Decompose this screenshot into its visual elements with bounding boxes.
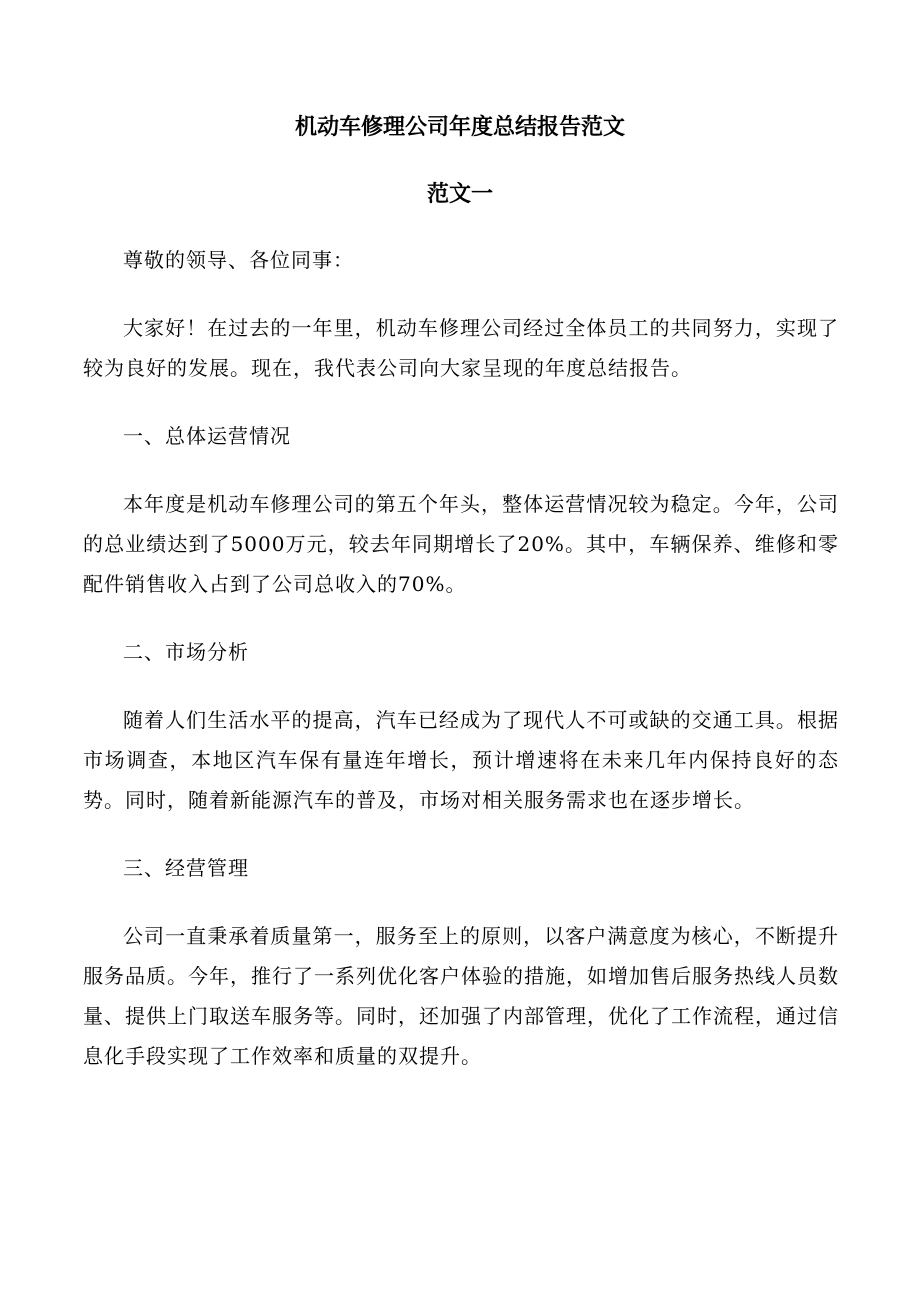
document-subtitle: 范文一	[426, 182, 493, 207]
document-body	[83, 240, 839, 1104]
section-heading-market: 二、市场分析	[123, 640, 249, 664]
section-heading-operations: 一、总体运营情况	[123, 424, 291, 448]
section-heading-management: 三、经营管理	[123, 856, 249, 880]
intro-paragraph: 大家好！在过去的一年里，机动车修理公司经过全体员工的共同努力，实现了较为良好的发展。现在，我代表公司向大家呈现的年度总结报告。	[83, 316, 839, 380]
section-text-market: 随着人们生活水平的提高，汽车已经成为了现代人不可或缺的交通工具。根据市场调查，本地区汽车保有量连年增长，预计增速将在未来几年内保持良好的态势。同时，随着新能源汽车的普及，市场对相关服务需求也在逐步增长。	[83, 708, 839, 812]
salutation: 尊敬的领导、各位同事：	[123, 248, 354, 272]
section-text-management: 公司一直秉承着质量第一，服务至上的原则，以客户满意度为核心，不断提升服务品质。今年，推行了一系列优化客户体验的措施，如增加售后服务热线人员数量、提供上门取送车服务等。同时，还加强了内部管理，优化了工作流程，通过信息化手段实现了工作效率和质量的双提升。	[83, 924, 839, 1068]
document-title: 机动车修理公司年度总结报告范文	[294, 115, 625, 140]
section-text-operations: 本年度是机动车修理公司的第五个年头，整体运营情况较为稳定。今年，公司的总业绩达到了5000万元，较去年同期增长了20%。其中，车辆保养、维修和零配件销售收入占到了公司总收入的70%。	[83, 492, 839, 596]
